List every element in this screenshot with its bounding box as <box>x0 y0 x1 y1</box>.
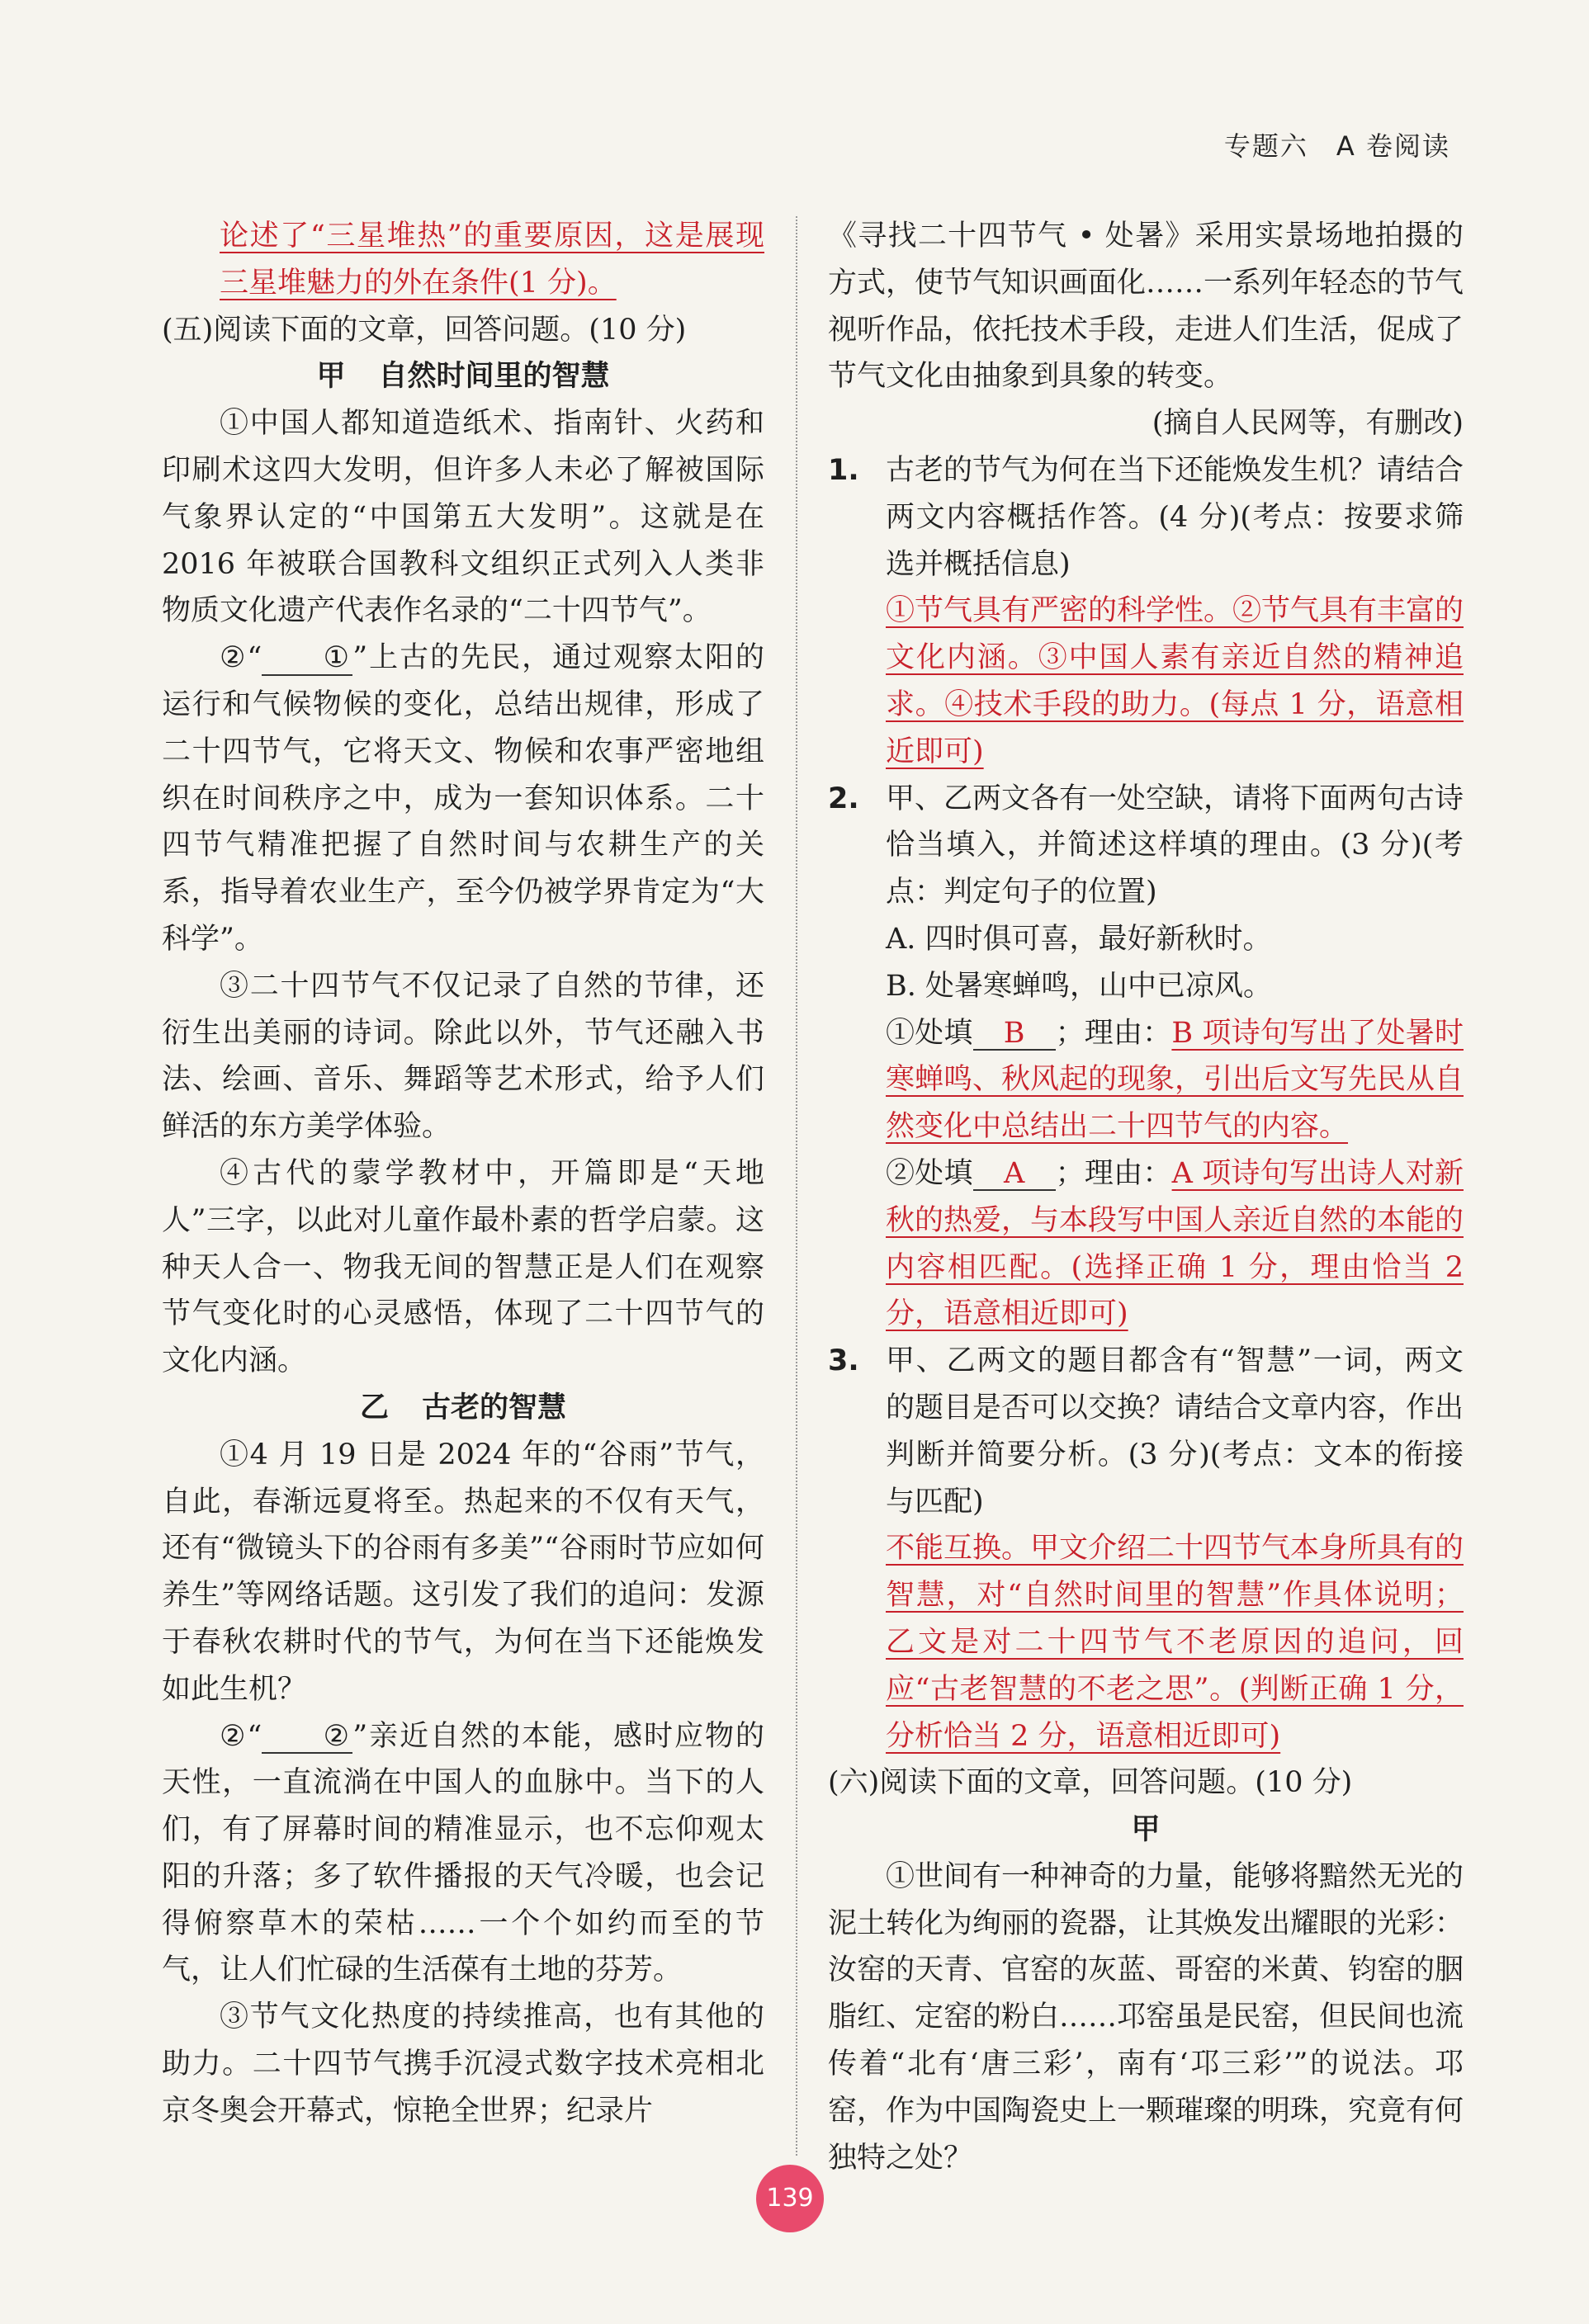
left-column <box>162 213 764 2135</box>
sub-1-fill: B <box>973 1018 1056 1051</box>
question-2-option-a: A. 四时俱可喜，最好新秋时。 <box>886 922 1272 956</box>
sub-1-reason: B 项诗句写出了处暑时寒蝉鸣、秋风起的现象，引出后文写先民从自然变化中总结出二十四节气的内容。 <box>886 1016 1464 1144</box>
article-yi-para-3: ③节气文化热度的持续推高，也有其他的助力。二十四节气携手沉浸式数字技术亮相北京冬奥会开幕式，惊艳全世界；纪录片 <box>162 2000 764 2128</box>
article-yi-para-2-text: ”亲近自然的本能，感时应物的天性，一直流淌在中国人的血脉中。当下的人们，有了屏幕时间的精准显示，也不忘仰观太阳的升落；多了软件播报的天气冷暖，也会记得俯察草木的荣枯……一个个如约而至的节气，让人们忙碌的生活葆有土地的芬芳。 <box>162 1719 764 1987</box>
question-2-number: 2. <box>828 782 859 815</box>
question-2-text: 甲、乙两文各有一处空缺，请将下面两句古诗恰当填入，并简述这样填的理由。(3 分)(考点：判定句子的位置) <box>886 782 1464 909</box>
section-six-intro: (六)阅读下面的文章，回答问题。(10 分) <box>828 1766 1353 1800</box>
source-note: (摘自人民网等，有删改) <box>1152 407 1464 441</box>
article-yi-heading: 古老的智慧 <box>422 1391 567 1424</box>
right-column <box>828 213 1464 2181</box>
article-jia-para-2-text: ”上古的先民，通过观察太阳的运行和气候物候的变化，总结出规律，形成了二十四节气，它将天文、物候和农事严密地组织在时间秩序之中，成为一套知识体系。二十四节气精准把握了自然时间与农耕生产的关系，指导着农业生产，至今仍被学界肯定为“大科学”。 <box>162 641 764 956</box>
article-jia-para-3: ③二十四节气不仅记录了自然的节律，还衍生出美丽的诗词。除此以外，节气还融入书法、绘画、音乐、舞蹈等艺术形式，给予人们鲜活的东方美学体验。 <box>162 969 764 1144</box>
article-yi-label: 乙 <box>359 1391 389 1424</box>
column-divider <box>796 216 797 2156</box>
question-2 <box>828 776 1464 1339</box>
article-yi-para-3-continued: 《寻找二十四节气 • 处暑》采用实景场地拍摄的方式，使节气知识画面化……一系列年轻态的节气视听作品，依托技术手段，走进人们生活，促成了节气文化由抽象到具象的转变。 <box>828 220 1464 394</box>
article-jia-label: 甲 <box>316 360 346 394</box>
previous-answer: 论述了“三星堆热”的重要原因，这是展现三星堆魅力的外在条件(1 分)。 <box>220 220 764 300</box>
question-1-answer: ①节气具有严密的科学性。②节气具有丰富的文化内涵。③中国人素有亲近自然的精神追求。④技术手段的助力。(每点 1 分，语意相近即可) <box>886 594 1464 768</box>
article-jia-para-2 <box>162 635 764 963</box>
question-2-sub-1 <box>886 1010 1464 1150</box>
question-2-sub-2 <box>886 1150 1464 1338</box>
page-number-badge: 139 <box>756 2165 824 2232</box>
quote-open: ②“ <box>220 1719 262 1753</box>
article-jia-2-label: 甲 <box>1131 1813 1161 1847</box>
sub-2-reason: A 项诗句写出诗人对新秋的热爱，与本段写中国人亲近自然的本能的内容相匹配。(选择正确 1 分，理由恰当 2 分，语意相近即可) <box>886 1156 1464 1331</box>
question-2-option-b: B. 处暑寒蝉鸣，山中已凉风。 <box>886 969 1272 1003</box>
sub-2-fill: A <box>973 1158 1056 1192</box>
question-3-text: 甲、乙两文的题目都含有“智慧”一词，两文的题目是否可以交换？请结合文章内容，作出判断并简要分析。(3 分)(考点：文本的衔接与匹配) <box>886 1344 1464 1519</box>
header-topic: 专题六 <box>1223 130 1308 162</box>
quote-open: ②“ <box>220 641 262 675</box>
blank-1: ① <box>262 642 352 676</box>
article-yi-para-1: ①4 月 19 日是 2024 年的“谷雨”节气，自此，春渐远夏将至。热起来的不仅有天气，还有“微镜头下的谷雨有多美”“谷雨时节应如何养生”等网络话题。这引发了我们的追问：发源于春秋农耕时代的节气，为何在当下还能焕发如此生机？ <box>162 1438 764 1706</box>
question-3 <box>828 1338 1464 1760</box>
blank-2: ② <box>262 1721 352 1755</box>
article-jia-title <box>162 353 764 400</box>
sub-2-reason-label: ；理由： <box>1055 1156 1172 1190</box>
article-jia-para-1: ①中国人都知道造纸术、指南针、火药和印刷术这四大发明，但许多人未必了解被国际气象界认定的“中国第五大发明”。这就是在 2016 年被联合国教科文组织正式列入人类非物质文化遗产代表作名录的“二十四节气”。 <box>162 407 764 628</box>
sub-1-reason-label: ；理由： <box>1055 1016 1172 1050</box>
section-five-intro: (五)阅读下面的文章，回答问题。(10 分) <box>162 313 687 347</box>
question-1-text: 古老的节气为何在当下还能焕发生机？请结合两文内容概括作答。(4 分)(考点：按要求筛选并概括信息) <box>886 453 1464 581</box>
question-1 <box>828 447 1464 776</box>
article-yi-title <box>162 1385 764 1432</box>
article-jia-heading: 自然时间里的智慧 <box>378 360 610 394</box>
question-1-number: 1. <box>828 453 859 487</box>
article-yi-para-2 <box>162 1713 764 1995</box>
page-header <box>1224 125 1450 163</box>
question-3-number: 3. <box>828 1344 859 1378</box>
article-jia-para-4: ④古代的蒙学教材中，开篇即是“天地人”三字，以此对儿童作最朴素的哲学启蒙。这种天人合一、物我无间的智慧正是人们在观察节气变化时的心灵感悟，体现了二十四节气的文化内涵。 <box>162 1156 764 1378</box>
header-section: A 卷阅读 <box>1336 130 1450 162</box>
sub-1-prefix: ①处填 <box>886 1016 973 1050</box>
sub-2-prefix: ②处填 <box>886 1156 973 1190</box>
question-3-answer: 不能互换。甲文介绍二十四节气本身所具有的智慧，对“自然时间里的智慧”作具体说明；乙文是对二十四节气不老原因的追问，回应“古老智慧的不老之思”。(判断正确 1 分，分析恰当 2 分，语意相近即可) <box>886 1532 1464 1753</box>
article-jia-2-para-1: ①世间有一种神奇的力量，能够将黯然无光的泥土转化为绚丽的瓷器，让其焕发出耀眼的光彩：汝窑的天青、官窑的灰蓝、哥窑的米黄、钧窑的胭脂红、定窑的粉白……邛窑虽是民窑，但民间也流传着“北有‘唐三彩’，南有‘邛三彩’”的说法。邛窑，作为中国陶瓷史上一颗璀璨的明珠，究竟有何独特之处？ <box>828 1859 1464 2175</box>
